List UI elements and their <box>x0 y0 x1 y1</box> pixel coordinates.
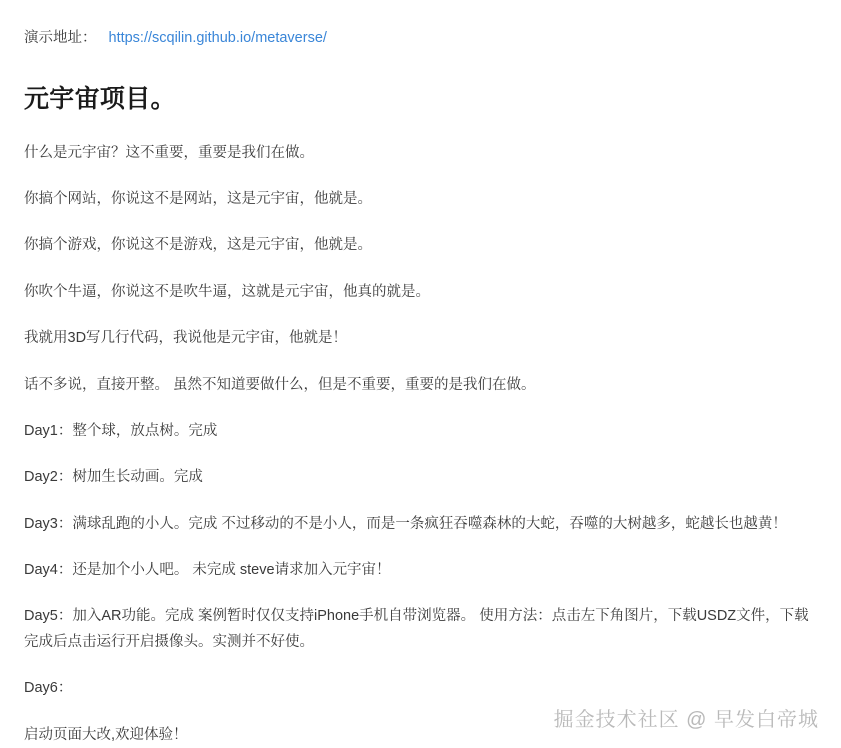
paragraph-day3: Day3：满球乱跑的小人。完成 不过移动的不是小人，而是一条疯狂吞噬森林的大蛇，吞噬的大树越多，蛇越长也越黄！ <box>24 515 787 532</box>
paragraph-day6: Day6： <box>24 680 73 697</box>
paragraph: 话不多说，直接开整。 虽然不知道要做什么，但是不重要，重要的是我们在做。 <box>24 376 536 393</box>
paragraph-day1: Day1：整个球，放点树。完成 <box>24 422 218 439</box>
paragraph-day5: Day5：加入AR功能。完成 案例暂时仅仅支持iPhone手机自带浏览器。 使用方法：点击左下角图片，下载USDZ文件，下载完成后点击运行开启摄像头。实测并不好使。 <box>24 608 809 650</box>
demo-address-line <box>24 26 817 51</box>
paragraph: 什么是元宇宙？这不重要，重要是我们在做。 <box>24 144 314 161</box>
demo-address-label: 演示地址： <box>24 30 97 46</box>
paragraph: 你搞个游戏，你说这不是游戏，这是元宇宙，他就是。 <box>24 237 372 254</box>
paragraph-footer-note: 启动页面大改,欢迎体验！ <box>24 726 188 743</box>
watermark: 掘金技术社区 @ 早发白帝城 <box>553 709 819 731</box>
page-title: 元宇宙项目。 <box>24 84 176 113</box>
paragraph-day2: Day2：树加生长动画。完成 <box>24 469 203 486</box>
paragraph: 你吹个牛逼，你说这不是吹牛逼，这就是元宇宙，他真的就是。 <box>24 283 430 300</box>
paragraph-day4: Day4：还是加个小人吧。 未完成 steve请求加入元宇宙！ <box>24 562 391 579</box>
paragraph: 我就用3D写几行代码，我说他是元宇宙，他就是！ <box>24 330 348 347</box>
paragraph: 你搞个网站，你说这不是网站，这是元宇宙，他就是。 <box>24 191 372 208</box>
demo-url-link[interactable]: https://scqilin.github.io/metaverse/ <box>108 30 327 46</box>
